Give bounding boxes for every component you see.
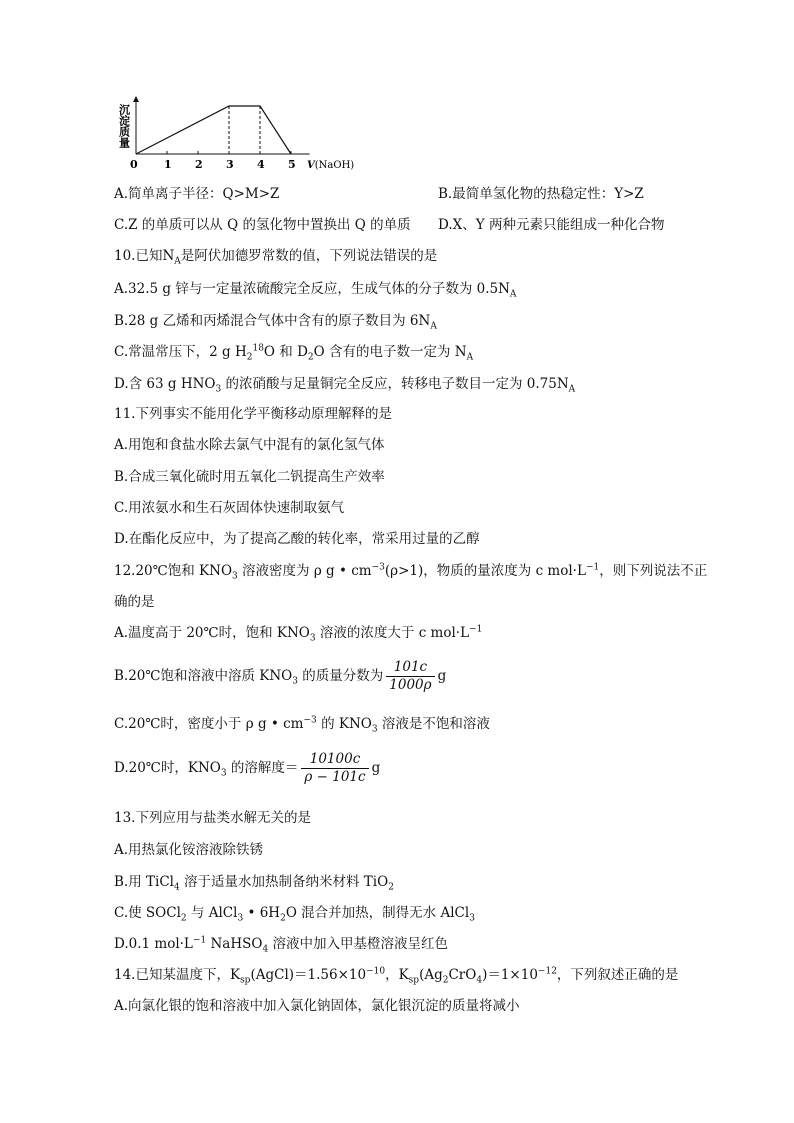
mass-fraction-formula: $\frac{101c}{1000\rho}$ bbox=[386, 659, 434, 694]
q13-stem: 13.下列应用与盐类水解无关的是 bbox=[114, 810, 311, 826]
q11-option-a: A.用饱和食盐水除去氯气中混有的氯化氢气体 bbox=[114, 437, 385, 453]
q11-option-b: B.合成三氧化硫时用五氧化二钒提高生产效率 bbox=[114, 469, 385, 485]
solubility-formula: $\frac{10100c}{\rho - 101c}$ bbox=[301, 751, 368, 786]
q11-stem: 11.下列事实不能用化学平衡移动原理解释的是 bbox=[114, 406, 392, 422]
q12-option-d: D.20℃时，$KNO_3$ 的溶解度＝ $\frac{10100c}{\rho - 101c}$ g bbox=[114, 751, 381, 785]
q9-option-a: A.简单离子半径：Q>M>Z bbox=[114, 186, 280, 202]
y-axis-arrow bbox=[133, 96, 139, 102]
q10-option-b: B.28 g 乙烯和丙烯混合气体中含有的原子数目为 $6N_A$ bbox=[114, 313, 437, 332]
q12-option-b: B.20℃饱和溶液中溶质 $KNO_3$ 的质量分数为 $\frac{101c}{1000\rho}$ g bbox=[114, 659, 447, 693]
x-tick-label: 0 bbox=[130, 158, 138, 171]
q9-option-b: B.最简单氢化物的热稳定性：Y>Z bbox=[438, 186, 644, 202]
x-axis-label: V(NaOH) bbox=[307, 160, 355, 171]
q10-option-a: A.32.5 g 锌与一定量浓硫酸完全反应，生成气体的分子数为 $0.5N_A$ bbox=[114, 281, 517, 300]
x-tick-label: 3 bbox=[226, 158, 234, 171]
q12-option-c: C.20℃时，密度小于 ρ g • $cm^{-3}$ 的 $KNO_3$ 溶液是不饱和溶液 bbox=[114, 715, 490, 735]
q10-option-d: D.含 63 g $HNO_3$ 的浓硝酸与足量铜完全反应，转移电子数目一定为 $0.75N_A$ bbox=[114, 376, 576, 395]
q11-option-c: C.用浓氨水和生石灰固体快速制取氨气 bbox=[114, 500, 345, 516]
q11-option-d: D.在酯化反应中，为了提高乙酸的转化率，常采用过量的乙醇 bbox=[114, 531, 480, 547]
q12-stem: 12.20℃饱和 $KNO_3$ 溶液密度为 ρ g • $cm^{-3}(\rho>1)$，物质的量浓度为 c $mol\cdot L^{-1}$，则下列说法不正 bbox=[114, 562, 708, 582]
q13-option-a: A.用热氯化铵溶液除铁锈 bbox=[114, 842, 264, 858]
q13-option-c: C.使 SOCl$_2$ 与 AlCl$_3$ • $6H_2O$ 混合并加热，制得无水 AlCl$_3$ bbox=[114, 905, 475, 924]
q12-stem-cont: 确的是 bbox=[114, 594, 155, 610]
x-tick-label: 2 bbox=[195, 158, 203, 171]
q9-option-c: C.Z 的单质可以从 Q 的氢化物中置换出 Q 的单质 bbox=[114, 217, 411, 233]
q14-stem: 14.已知某温度下，$K_{sp}(AgCl)=1.56\times 10^{-10}$，$K_{sp}(Ag_2CrO_4)=1\times 10^{-12}$，下列叙述正确的是 bbox=[114, 966, 679, 986]
precipitate-mass-line bbox=[136, 106, 291, 154]
precipitate-mass-chart bbox=[108, 96, 355, 180]
q10-option-c: C.常温常压下，2 g $H_2^{18}O$ 和 $D_2O$ 含有的电子数一定为 $N_A$ bbox=[114, 343, 474, 363]
q9-option-d: D.X、Y 两种元素只能组成一种化合物 bbox=[438, 217, 665, 233]
q13-option-b: B.用 TiCl$_4$ 溶于适量水加热制备纳米材料 TiO$_2$ bbox=[114, 874, 394, 893]
x-tick-label: 1 bbox=[164, 158, 172, 171]
q10-stem: 10.已知$N_A$是阿伏加德罗常数的值，下列说法错误的是 bbox=[114, 248, 438, 267]
q14-option-a: A.向氯化银的饱和溶液中加入氯化钠固体，氯化银沉淀的质量将减小 bbox=[114, 998, 520, 1014]
x-tick-label: 5 bbox=[288, 158, 296, 171]
x-tick-label: 4 bbox=[257, 158, 265, 171]
q12-option-a: A.温度高于 20℃时，饱和 $KNO_3$ 溶液的浓度大于 c $mol\cdot L^{-1}$ bbox=[114, 624, 483, 644]
y-axis-label: 沉淀质量 bbox=[117, 104, 131, 148]
q13-option-d: D.0.1 $mol\cdot L^{-1}$ NaHSO$_4$ 溶液中加入甲基橙溶液呈红色 bbox=[114, 935, 448, 955]
